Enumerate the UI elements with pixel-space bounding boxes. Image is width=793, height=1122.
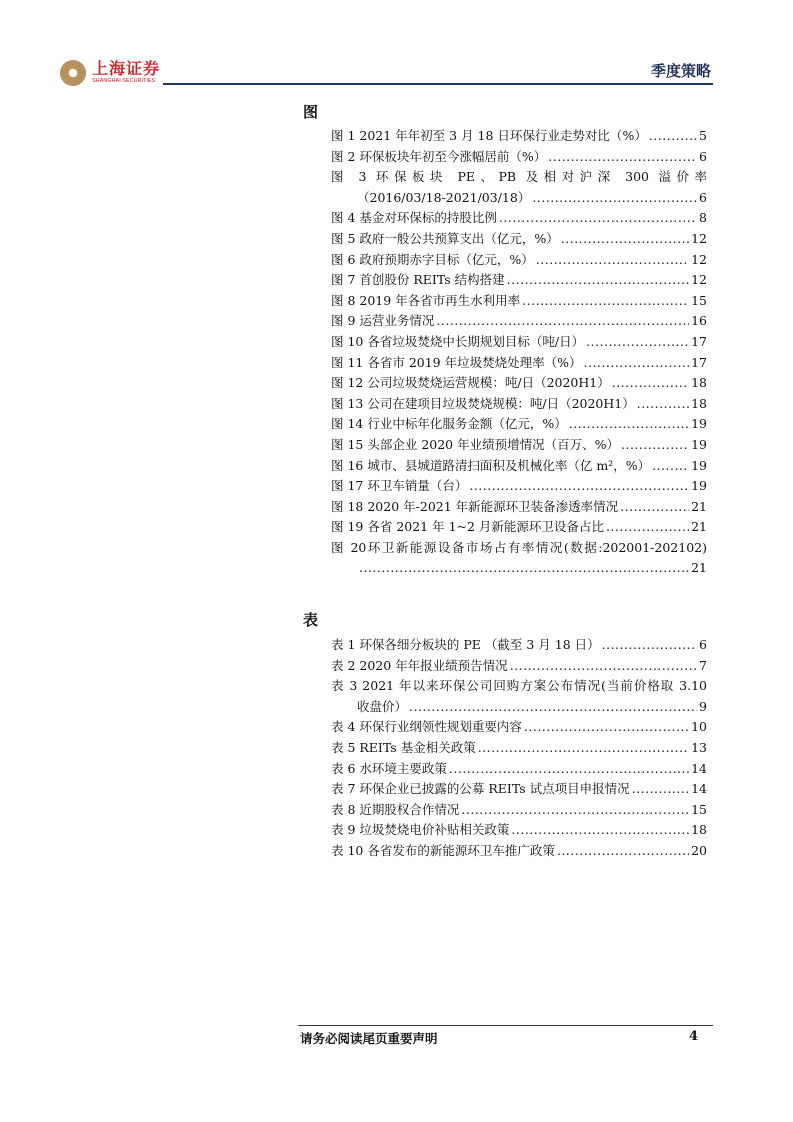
toc-entry[interactable] [331, 676, 707, 717]
toc-page-number: 12 [691, 272, 707, 288]
toc-page-number: 14 [691, 760, 707, 776]
toc-entry[interactable] [331, 717, 707, 738]
toc-entry-title: 图 2 环保板块年初至今涨幅居前（%） [331, 148, 547, 164]
toc-entry-title: 表 7 环保企业已披露的公募 REITs 试点项目申报情况 [331, 781, 630, 797]
toc-page-number: 5 [699, 128, 707, 143]
dot-leader [469, 476, 689, 497]
toc-entry[interactable] [331, 373, 707, 394]
toc-entry-title: 图 6 政府预期赤字目标（亿元，%） [331, 251, 534, 267]
toc-page-number: 21 [691, 560, 707, 576]
dot-leader [449, 759, 689, 780]
toc-entry-title: 表 4 环保行业纲领性规划重要内容 [331, 719, 522, 735]
toc-entry[interactable] [331, 126, 707, 147]
toc-page-number: 19 [691, 416, 707, 432]
toc-page-number: 18 [691, 822, 707, 838]
dot-leader [409, 697, 697, 718]
toc-entry[interactable] [331, 147, 707, 168]
toc-page-number: 21 [691, 519, 707, 535]
toc-entry-title: 图 8 2019 年各省市再生水利用率 [331, 292, 521, 308]
logo-name-en: SHANGHAI SECURITIES [92, 78, 156, 85]
dot-leader [569, 414, 689, 435]
toc-entry[interactable] [331, 759, 707, 780]
tables-heading: 表 [303, 611, 319, 629]
toc-page-number: 7 [699, 657, 707, 673]
header-divider [163, 83, 713, 85]
dot-leader [507, 270, 689, 291]
toc-entry[interactable] [331, 332, 707, 353]
dot-leader [511, 820, 689, 841]
toc-entry[interactable] [331, 291, 707, 312]
page-number: 4 [689, 1029, 699, 1044]
dot-leader [620, 497, 689, 518]
dot-leader [532, 188, 697, 209]
toc-page-number: 16 [691, 313, 707, 329]
toc-entry-title: 表 8 近期股权合作情况 [331, 801, 460, 817]
toc-page-number: 14 [691, 781, 707, 797]
toc-entry[interactable] [331, 394, 707, 415]
dot-leader [637, 394, 689, 415]
tables-list [331, 635, 707, 862]
toc-entry[interactable] [331, 167, 707, 208]
toc-entry[interactable] [331, 456, 707, 477]
toc-entry[interactable] [331, 270, 707, 291]
dot-leader [606, 517, 689, 538]
toc-page-number: 17 [691, 354, 707, 370]
toc-entry[interactable] [331, 250, 707, 271]
company-logo [60, 60, 160, 86]
logo-emblem-icon [60, 60, 86, 86]
toc-entry[interactable] [331, 738, 707, 759]
toc-entry-title: 表 2 2020 年年报业绩预告情况 [331, 657, 508, 673]
toc-entry-title: 图 10 各省垃圾焚烧中长期规划目标（吨/日） [331, 333, 585, 349]
toc-page-number: 18 [691, 395, 707, 411]
toc-page-number: 19 [691, 478, 707, 494]
toc-page-number: 15 [691, 292, 707, 308]
dot-leader [524, 717, 689, 738]
dot-leader [436, 311, 689, 332]
logo-name-cn: 上海证券 [92, 59, 161, 79]
toc-entry-title: 图 7 首创股份 REITs 结构搭建 [331, 272, 505, 288]
toc-entry-title: 图 15 头部企业 2020 年业绩预增情况（百万、%） [331, 436, 619, 452]
toc-entry-title: 图 16 城市、县城道路清扫面积及机械化率（亿 m²，%） [331, 457, 651, 473]
toc-page-number: 19 [691, 457, 707, 473]
dot-leader [602, 635, 697, 656]
toc-page-number: 18 [691, 375, 707, 391]
toc-page-number: 12 [691, 230, 707, 246]
dot-leader [584, 353, 690, 374]
toc-entry-title: 表 9 垃圾焚烧电价补贴相关政策 [331, 822, 510, 838]
toc-entry[interactable] [331, 414, 707, 435]
toc-page-number: 21 [691, 498, 707, 514]
dot-leader [652, 456, 689, 477]
toc-entry-title: 图 5 政府一般公共预算支出（亿元，%） [331, 230, 559, 246]
dot-leader [461, 800, 689, 821]
toc-page-number: 9 [699, 698, 707, 714]
toc-entry-title: 表 5 REITs 基金相关政策 [331, 739, 476, 755]
dot-leader [359, 558, 689, 579]
toc-page-number: 15 [691, 801, 707, 817]
dot-leader [478, 738, 689, 759]
toc-entry[interactable] [331, 779, 707, 800]
toc-entry[interactable] [331, 435, 707, 456]
toc-entry[interactable] [331, 517, 707, 538]
toc-entry[interactable] [331, 656, 707, 677]
figures-list [331, 126, 707, 579]
toc-page-number: 6 [699, 637, 707, 652]
dot-leader [621, 435, 689, 456]
toc-page-number: 10 [691, 719, 707, 735]
dot-leader [536, 250, 689, 271]
toc-entry-title: 图 13 公司在建项目垃圾焚烧规模：吨/日（2020H1） [331, 395, 635, 411]
toc-entry-title: 图 17 环卫车销量（台） [331, 478, 468, 494]
footer-divider [298, 1025, 713, 1026]
toc-page-number: 17 [691, 333, 707, 349]
toc-page-number: 12 [691, 251, 707, 267]
toc-entry[interactable] [331, 353, 707, 374]
toc-page-number: 8 [699, 210, 707, 226]
dot-leader [522, 291, 689, 312]
toc-entry[interactable] [331, 841, 707, 862]
document-type: 季度策略 [650, 62, 711, 80]
toc-entry[interactable] [331, 820, 707, 841]
toc-page-number: 13 [691, 739, 707, 755]
toc-page-number: 6 [699, 189, 707, 205]
toc-entry-title: 图 9 运营业务情况 [331, 313, 435, 329]
toc-entry[interactable] [331, 311, 707, 332]
toc-entry-title: 表 1 环保各细分板块的 PE （截至 3 月 18 日） [331, 637, 600, 652]
toc-entry-title: 表 3 2021 年以来环保公司回购方案公布情况(当前价格取 3.10 [331, 678, 707, 694]
toc-entry-title-continued: （2016/03/18-2021/03/18） [357, 189, 531, 205]
toc-page-number: 19 [691, 436, 707, 452]
dot-leader [649, 126, 697, 147]
toc-entry-title: 图 19 各省 2021 年 1~2 月新能源环卫设备占比 [331, 519, 604, 535]
toc-entry[interactable] [331, 800, 707, 821]
toc-entry[interactable] [331, 635, 707, 656]
toc-entry[interactable] [331, 497, 707, 518]
toc-entry-title-continued: 收盘价） [357, 698, 408, 714]
toc-page-number: 20 [691, 842, 707, 858]
toc-entry-title: 图 11 各省市 2019 年垃圾焚烧处理率（%） [331, 354, 582, 370]
dot-leader [612, 373, 689, 394]
toc-page-number: 6 [699, 148, 707, 164]
dot-leader [586, 332, 689, 353]
dot-leader [548, 147, 697, 168]
toc-entry-title: 图 12 公司垃圾焚烧运营规模：吨/日（2020H1） [331, 375, 610, 391]
toc-entry-title: 图 4 基金对环保标的持股比例 [331, 210, 497, 226]
toc-entry-title: 图 20环卫新能源设备市场占有率情况(数据:202001-202102) [331, 539, 707, 555]
dot-leader [499, 208, 697, 229]
toc-entry-title: 图 1 2021 年年初至 3 月 18 日环保行业走势对比（%） [331, 128, 647, 143]
dot-leader [557, 841, 689, 862]
dot-leader [510, 656, 697, 677]
toc-entry-title: 图 3 环保板块 PE、PB 及相对沪深 300 溢价率 [331, 169, 707, 185]
figures-heading: 图 [303, 103, 319, 121]
disclaimer-note: 请务必阅读尾页重要声明 [300, 1031, 438, 1046]
toc-entry[interactable] [331, 208, 707, 229]
dot-leader [561, 229, 689, 250]
toc-entry[interactable] [331, 229, 707, 250]
toc-entry-title: 表 6 水环境主要政策 [331, 760, 447, 776]
toc-entry-title: 图 14 行业中标年化服务金额（亿元，%） [331, 416, 567, 432]
dot-leader [632, 779, 689, 800]
toc-entry-title: 图 18 2020 年-2021 年新能源环卫装备渗透率情况 [331, 498, 619, 514]
toc-entry[interactable] [331, 538, 707, 579]
toc-entry[interactable] [331, 476, 707, 497]
toc-entry-title: 表 10 各省发布的新能源环卫车推广政策 [331, 842, 555, 858]
